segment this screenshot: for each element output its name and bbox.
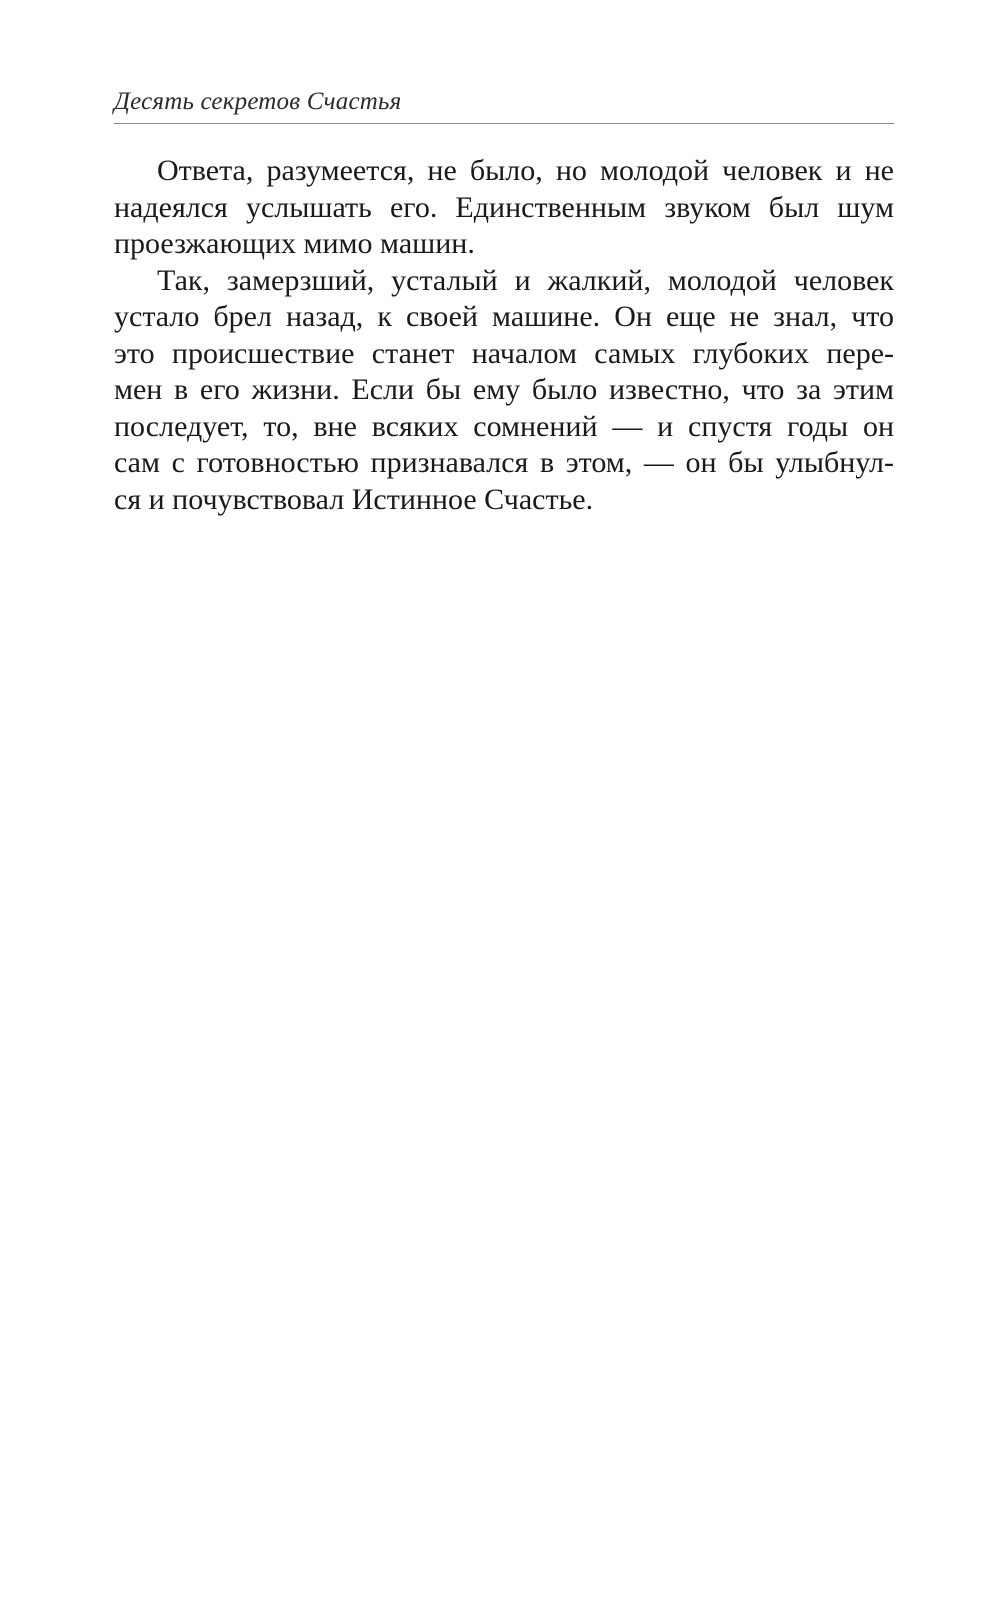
text-line: проезжающих мимо машин. <box>114 227 475 260</box>
text-line: надеялся услышать его. Единственным звуком был шум <box>114 190 894 224</box>
text-line: Ответа, разумеется, не было, но молодой человек и не <box>157 154 894 187</box>
paragraph <box>114 153 894 263</box>
text-line: Так, замерзший, усталый и жалкий, молодой человек <box>157 263 894 297</box>
text-line: это происшествие станет началом самых глубоких пере- <box>114 336 894 370</box>
text-line: мен в его жизни. Если бы ему было известно, что за этим <box>114 373 894 406</box>
body-text <box>114 153 894 518</box>
paragraph <box>114 263 894 519</box>
text-line: сам с готовностью признавался в этом, — он бы улыбнул- <box>114 446 894 479</box>
header-divider <box>114 123 894 124</box>
running-header-title: Десять секретов Счастья <box>114 88 402 115</box>
text-line: последует, то, вне всяких сомнений — и спустя годы он <box>114 409 894 443</box>
text-line: ся и почувствовал Истинное Счастье. <box>114 482 594 516</box>
text-line: устало брел назад, к своей машине. Он еще не знал, что <box>114 300 894 333</box>
